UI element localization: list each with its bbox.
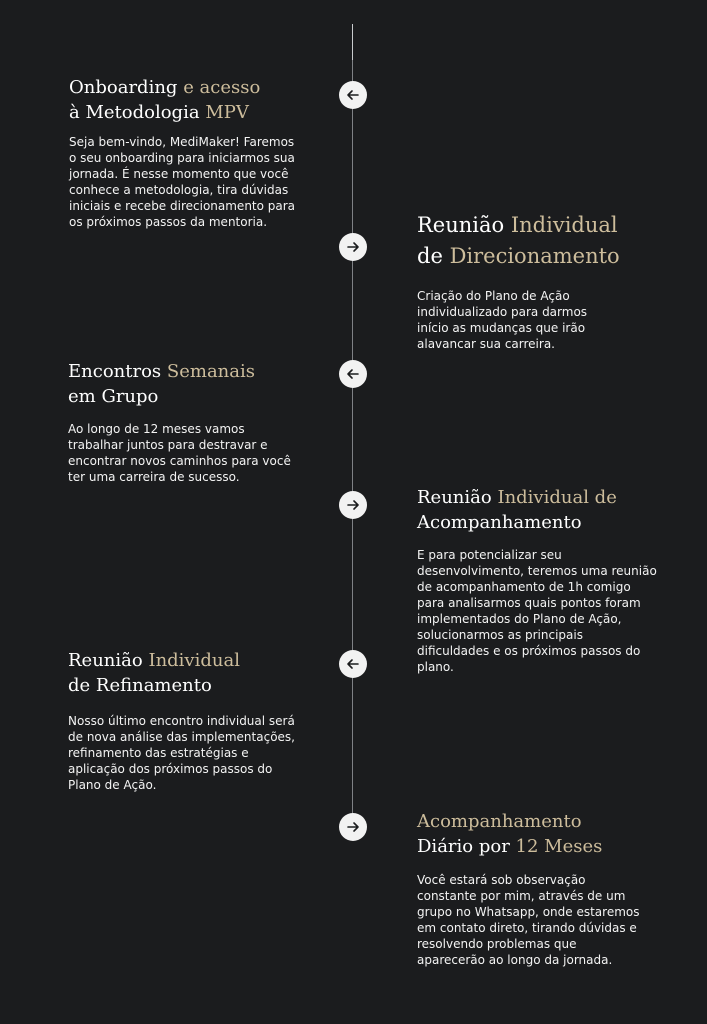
timeline-marker-6[interactable]: [339, 813, 367, 841]
title-accent: 12 Meses: [515, 836, 603, 857]
title-text: Acompanhamento: [417, 512, 582, 533]
title-text: Reunião: [417, 213, 505, 237]
timeline-step-acompanhamento: [417, 485, 677, 675]
timeline-marker-1[interactable]: [339, 81, 367, 109]
title-text: Onboarding: [69, 77, 178, 98]
title-text: de Refinamento: [68, 675, 212, 696]
title-accent: e acesso: [183, 77, 261, 98]
timeline-marker-3[interactable]: [339, 360, 367, 388]
arrow-left-icon: [346, 367, 360, 381]
arrow-right-icon: [346, 240, 360, 254]
title-text: de: [417, 244, 443, 268]
step-description: Seja bem-vindo, MediMaker! Faremos o seu onboarding para iniciarmos sua jornada. É nesse momento que você conhece a metodologia, tira dúvidas iniciais e recebe direcionamento para os próximos passos da mentoria.: [69, 135, 296, 229]
timeline-step-refinamento: [68, 648, 303, 793]
title-text: em Grupo: [68, 386, 159, 407]
step-description: Criação do Plano de Ação individualizado para darmos início as mudanças que irão alavancar sua carreira.: [417, 289, 588, 351]
step-description: Você estará sob observação constante por mim, através de um grupo no Whatsapp, onde estaremos em contato direto, tirando dúvidas e resolvendo problemas que aparecerão ao longo da jornada.: [417, 873, 640, 967]
timeline-marker-5[interactable]: [339, 650, 367, 678]
timeline-marker-2[interactable]: [339, 233, 367, 261]
step-title: [417, 809, 677, 859]
title-accent: Individual: [510, 213, 618, 237]
timeline-step-acompanhamento-diario: [417, 809, 677, 968]
title-accent: MPV: [205, 102, 249, 123]
timeline-marker-4[interactable]: [339, 491, 367, 519]
step-description: Ao longo de 12 meses vamos trabalhar juntos para destravar e encontrar novos caminhos para você ter uma carreira de sucesso.: [68, 422, 291, 484]
step-description: Nosso último encontro individual será de nova análise das implementações, refinamento das estratégias e aplicação dos próximos passos do Plano de Ação.: [68, 714, 295, 792]
step-title: [69, 75, 304, 125]
arrow-left-icon: [346, 88, 360, 102]
timeline-top-cap: [352, 24, 353, 60]
title-text: Encontros: [68, 361, 162, 382]
title-text: Reunião: [68, 650, 143, 671]
timeline-step-direcionamento: [417, 210, 677, 352]
arrow-left-icon: [346, 657, 360, 671]
title-text: Reunião: [417, 487, 492, 508]
arrow-right-icon: [346, 498, 360, 512]
step-title: [417, 210, 677, 272]
title-text: à Metodologia: [69, 102, 200, 123]
timeline-step-onboarding: [69, 75, 304, 230]
arrow-right-icon: [346, 820, 360, 834]
title-accent: Individual: [148, 650, 240, 671]
timeline-line: [352, 24, 353, 824]
title-accent: Direcionamento: [449, 244, 620, 268]
title-accent: Acompanhamento: [417, 811, 582, 832]
step-title: [68, 648, 303, 698]
title-text: Diário por: [417, 836, 510, 857]
step-title: [68, 359, 303, 409]
timeline-step-encontros: [68, 359, 303, 485]
step-title: [417, 485, 677, 535]
step-description: E para potencializar seu desenvolvimento, teremos uma reunião de acompanhamento de 1h comigo para analisarmos quais pontos foram implementados do Plano de Ação, solucionarmos as principais dificuldades e os próximos passos do plano.: [417, 548, 657, 674]
title-accent: Individual de: [497, 487, 617, 508]
title-accent: Semanais: [166, 361, 255, 382]
